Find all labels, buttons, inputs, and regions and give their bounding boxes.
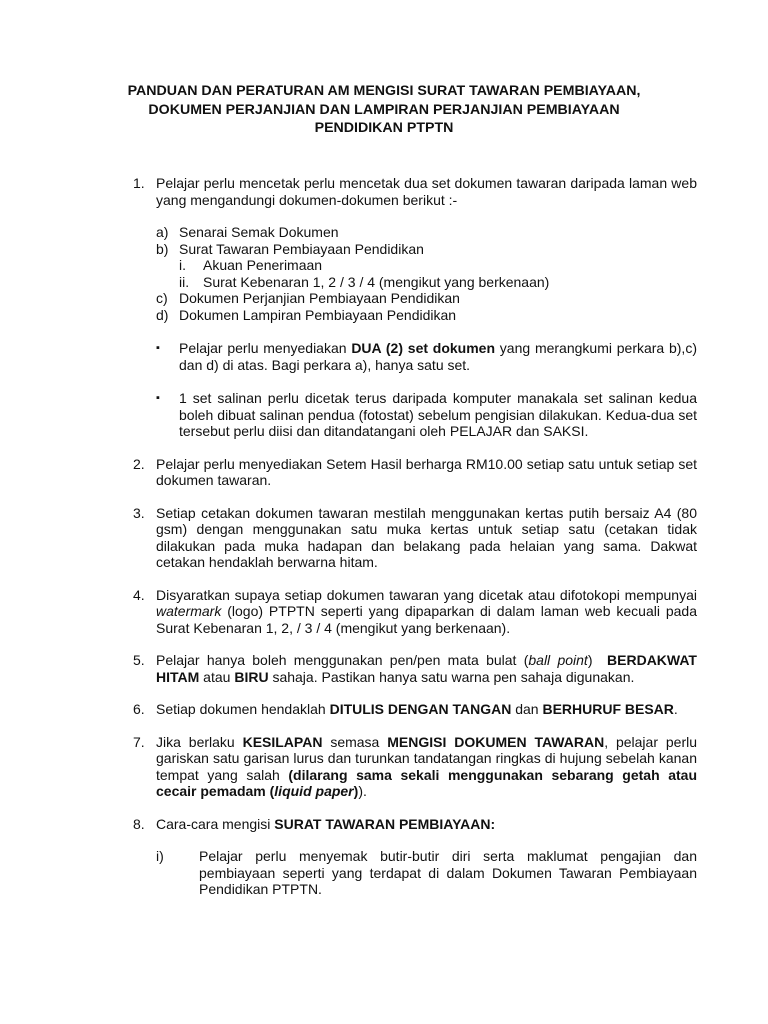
list-item-7: 7. Jika berlaku KESILAPAN semasa MENGISI DOKUMEN TAWARAN, pelajar perlu gariskan satu garisan lurus dan turunkan tandatangan ringkas di hujung sebelah kanan tempat yang salah (dilarang sama sekali menggunakan sebarang getah atau cecair pemadam (liquid paper)). [133,733,697,799]
list-item-1 [133,175,697,440]
item-number: 7. [133,733,145,750]
bullet-item-2: ▪ 1 set salinan perlu dicetak terus daripada komputer manakala set salinan kedua boleh dibuat salinan pendua (fotostat) sebelum pengisian dilakukan. Kedua-dua set tersebut perlu diisi dan ditandatangani oleh PELAJAR dan SAKSI. [156,390,697,439]
sublist-item-b: b) Surat Tawaran Pembiayaan Pendidikan i. Akuan Penerimaan ii. Surat Kebenaran 1, 2 / 3 / 4 (mengikut yang berkenaan) [156,241,697,291]
list-item-6: 6. Setiap dokumen hendaklah DITULIS DENGAN TANGAN dan BERHURUF BESAR. [133,701,678,717]
title-line-3: PENDIDIKAN PTPTN [314,120,454,136]
document-title [96,82,672,138]
document-sublist [156,224,697,323]
item-8-subitem-i: i) Pelajar perlu menyemak butir-butir diri serta maklumat pengajian dan pembiayaan seperti yang terdapat di dalam Dokumen Tawaran Pembiayaan Pendidikan PTPTN. [156,848,697,897]
square-bullet-icon: ▪ [156,342,160,354]
roman-item-i: i. Akuan Penerimaan [179,257,323,273]
list-item-4: 4. Disyaratkan supaya setiap dokumen tawaran yang dicetak atau difotokopi mempunyai watermark (logo) PTPTN seperti yang dipaparkan di dalam laman web kecuali pada Surat Kebenaran 1, 2, / 3 / 4 (mengikut yang berkenaan). [133,586,697,636]
list-item-2: 2. Pelajar perlu menyediakan Setem Hasil berharga RM10.00 setiap satu untuk setiap set dokumen tawaran. [133,455,697,488]
item-number: 8. [133,815,145,832]
list-item-5: 5. Pelajar hanya boleh menggunakan pen/pen mata bulat (ball point) BERDAKWAT HITAM atau BIRU sahaja. Pastikan hanya satu warna pen sahaja digunakan. [133,652,697,685]
item-number: 1. [133,175,145,191]
document-body [133,175,697,914]
sublist-item-a: a) Senarai Semak Dokumen [156,224,339,240]
square-bullet-icon: ▪ [156,392,160,404]
item-number: 5. [133,652,145,668]
title-line-2: DOKUMEN PERJANJIAN DAN LAMPIRAN PERJANJIAN PEMBIAYAAN [148,101,620,118]
list-item-3: 3. Setiap cetakan dokumen tawaran mestilah menggunakan kertas putih bersaiz A4 (80 gsm) dengan menggunakan satu muka kertas untuk setiap satu (cetakan tidak dilakukan pada muka hadapan dan belakang pada helaian yang sama. Dakwat cetakan hendaklah berwarna hitam. [133,504,697,570]
item-1-text: Pelajar perlu mencetak perlu mencetak dua set dokumen tawaran daripada laman web yang mengandungi dokumen-dokumen berikut :- [156,175,697,208]
sublist-item-d: d) Dokumen Lampiran Pembiayaan Pendidikan [156,306,457,323]
title-line-1: PANDUAN DAN PERATURAN AM MENGISI SURAT TAWARAN PEMBIAYAAN, [127,83,641,99]
item-number: 3. [133,504,145,521]
list-item-8: 8. Cara-cara mengisi SURAT TAWARAN PEMBIAYAAN: i) Pelajar perlu menyemak butir-butir diri serta maklumat pengajian dan pembiayaan seperti yang terdapat di dalam Dokumen Tawaran Pembiayaan Pendidikan PTPTN. [133,815,697,897]
item-number: 6. [133,701,145,717]
item-number: 2. [133,455,145,472]
item-number: 4. [133,586,145,603]
bullet-item-1: ▪ Pelajar perlu menyediakan DUA (2) set dokumen yang merangkumi perkara b),c) dan d) di atas. Bagi perkara a), hanya satu set. [156,340,697,373]
sublist-item-c: c) Dokumen Perjanjian Pembiayaan Pendidikan [156,290,460,306]
roman-item-ii: ii. Surat Kebenaran 1, 2 / 3 / 4 (mengikut yang berkenaan) [179,273,550,290]
